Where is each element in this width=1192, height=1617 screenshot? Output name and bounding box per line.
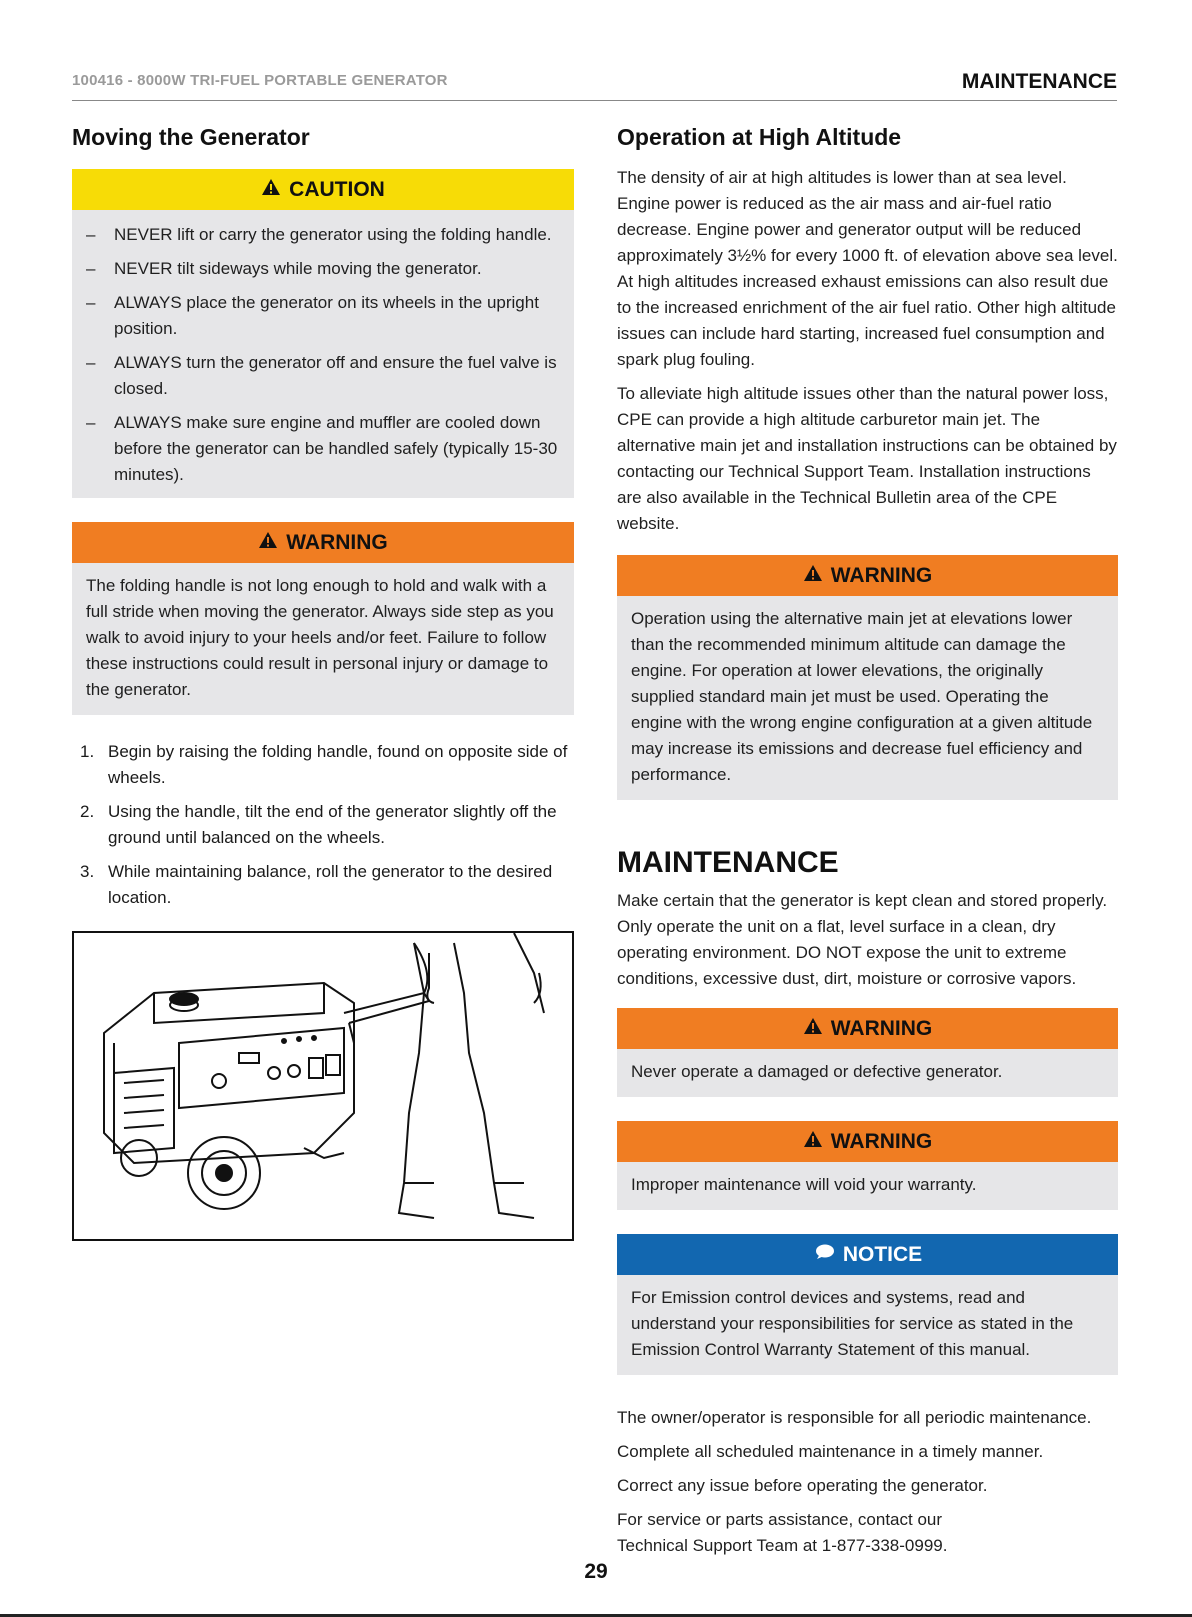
warning-label: WARNING bbox=[830, 563, 933, 587]
maintenance-notes bbox=[617, 1405, 1118, 1559]
section-header: MAINTENANCE bbox=[961, 70, 1117, 93]
notice-box bbox=[617, 1234, 1118, 1375]
caution-item: – NEVER tilt sideways while moving the generator. bbox=[86, 259, 482, 278]
altitude-title: Operation at High Altitude bbox=[617, 124, 902, 150]
contact-line-1: For service or parts assistance, contact our bbox=[617, 1510, 943, 1529]
warning-body: Improper maintenance will void your warranty. bbox=[617, 1162, 1118, 1210]
notice-header bbox=[617, 1234, 1118, 1275]
warning-triangle-icon bbox=[803, 1130, 823, 1153]
maintenance-title: MAINTENANCE bbox=[617, 846, 839, 879]
notice-label: NOTICE bbox=[842, 1242, 923, 1266]
caution-item: – NEVER lift or carry the generator using the folding handle. bbox=[86, 225, 552, 244]
caution-item: – ALWAYS place the generator on its wheels in the upright position. bbox=[86, 293, 539, 338]
warning-header bbox=[617, 555, 1118, 596]
header-divider bbox=[72, 100, 1117, 101]
warning-triangle-icon bbox=[261, 178, 281, 201]
maintenance-intro: Make certain that the generator is kept clean and stored properly. Only operate the unit on a flat, level surface in a clean, dry operating environment. DO NOT expose the unit to extreme conditions, excessive dust, dirt, moisture or corrosive vapors. bbox=[617, 891, 1108, 988]
step-item: 2. Using the handle, tilt the end of the generator slightly off the ground until balanced on the wheels. bbox=[80, 802, 557, 847]
caution-item: – ALWAYS make sure engine and muffler are cooled down before the generator can be handled safely (typically 15-30 minutes). bbox=[86, 413, 558, 484]
maintenance-note: The owner/operator is responsible for all periodic maintenance. bbox=[617, 1408, 1092, 1427]
caution-list bbox=[86, 222, 560, 488]
altitude-paragraph-1: The density of air at high altitudes is lower than at sea level. Engine power is reduced as the air mass and air-fuel ratio decrease. Engine power and generator output will be reduced approximately 3½% for every 1000 ft. of elevation above sea level. At high altitudes increased exhaust emissions can also result due to the increased enrichment of the air fuel ratio. Other high altitude issues can include hard starting, increased fuel consumption and spark plug fouling. bbox=[617, 168, 1118, 369]
moving-title: Moving the Generator bbox=[72, 124, 310, 150]
warning-body: The folding handle is not long enough to hold and walk with a full stride when moving the generator. Always side step as you walk to avoid injury to your heels and/or feet. Failure to follow these instructions could result in personal injury or damage to the generator. bbox=[72, 563, 574, 715]
left-column bbox=[72, 124, 574, 1241]
warning-body: Never operate a damaged or defective generator. bbox=[617, 1049, 1118, 1097]
caution-label: CAUTION bbox=[289, 177, 385, 201]
warning-header bbox=[617, 1121, 1118, 1162]
contact-line-2: Technical Support Team at 1-877-338-0999. bbox=[617, 1536, 948, 1555]
maintenance-note: Correct any issue before operating the generator. bbox=[617, 1476, 988, 1495]
caution-body bbox=[72, 210, 574, 498]
caution-item: – ALWAYS turn the generator off and ensure the fuel valve is closed. bbox=[86, 353, 557, 398]
caution-box bbox=[72, 169, 574, 498]
notice-body: For Emission control devices and systems, read and understand your responsibilities for service as stated in the Emission Control Warranty Statement of this manual. bbox=[617, 1275, 1118, 1375]
warning-label: WARNING bbox=[286, 530, 388, 554]
document-title: 100416 - 8000W TRI-FUEL PORTABLE GENERATOR bbox=[72, 72, 448, 89]
speech-bubble-icon bbox=[813, 1243, 835, 1266]
step-item: 3. While maintaining balance, roll the generator to the desired location. bbox=[80, 862, 553, 907]
page-number: 29 bbox=[584, 1560, 608, 1583]
right-column bbox=[617, 124, 1118, 1567]
step-item: 1. Begin by raising the folding handle, found on opposite side of wheels. bbox=[80, 742, 568, 787]
altitude-warning-box bbox=[617, 555, 1118, 800]
warning-header bbox=[617, 1008, 1118, 1049]
warning-header bbox=[72, 522, 574, 563]
warranty-warning-box bbox=[617, 1121, 1118, 1210]
warning-triangle-icon bbox=[803, 564, 823, 587]
moving-steps bbox=[72, 739, 574, 911]
warning-label: WARNING bbox=[830, 1016, 933, 1040]
caution-header bbox=[72, 169, 574, 210]
altitude-paragraph-2: To alleviate high altitude issues other than the natural power loss, CPE can provide a high altitude carburetor main jet. The alternative main jet and installation instructions can be obtained by contacting our Technical Support Team. Installation instructions are also available in the Technical Bulletin area of the CPE website. bbox=[617, 384, 1117, 533]
warning-body: Operation using the alternative main jet at elevations lower than the recommended minimum altitude can damage the engine. For operation at lower elevations, the originally supplied standard main jet must be used. Operating the engine with the wrong engine configuration at a given altitude may increase its emissions and decrease fuel efficiency and performance. bbox=[617, 596, 1118, 800]
maintenance-note: Complete all scheduled maintenance in a timely manner. bbox=[617, 1442, 1044, 1461]
handle-warning-box bbox=[72, 522, 574, 715]
warning-triangle-icon bbox=[258, 531, 278, 554]
warning-label: WARNING bbox=[830, 1129, 933, 1153]
damaged-warning-box bbox=[617, 1008, 1118, 1097]
generator-illustration bbox=[72, 931, 574, 1241]
warning-triangle-icon bbox=[803, 1017, 823, 1040]
